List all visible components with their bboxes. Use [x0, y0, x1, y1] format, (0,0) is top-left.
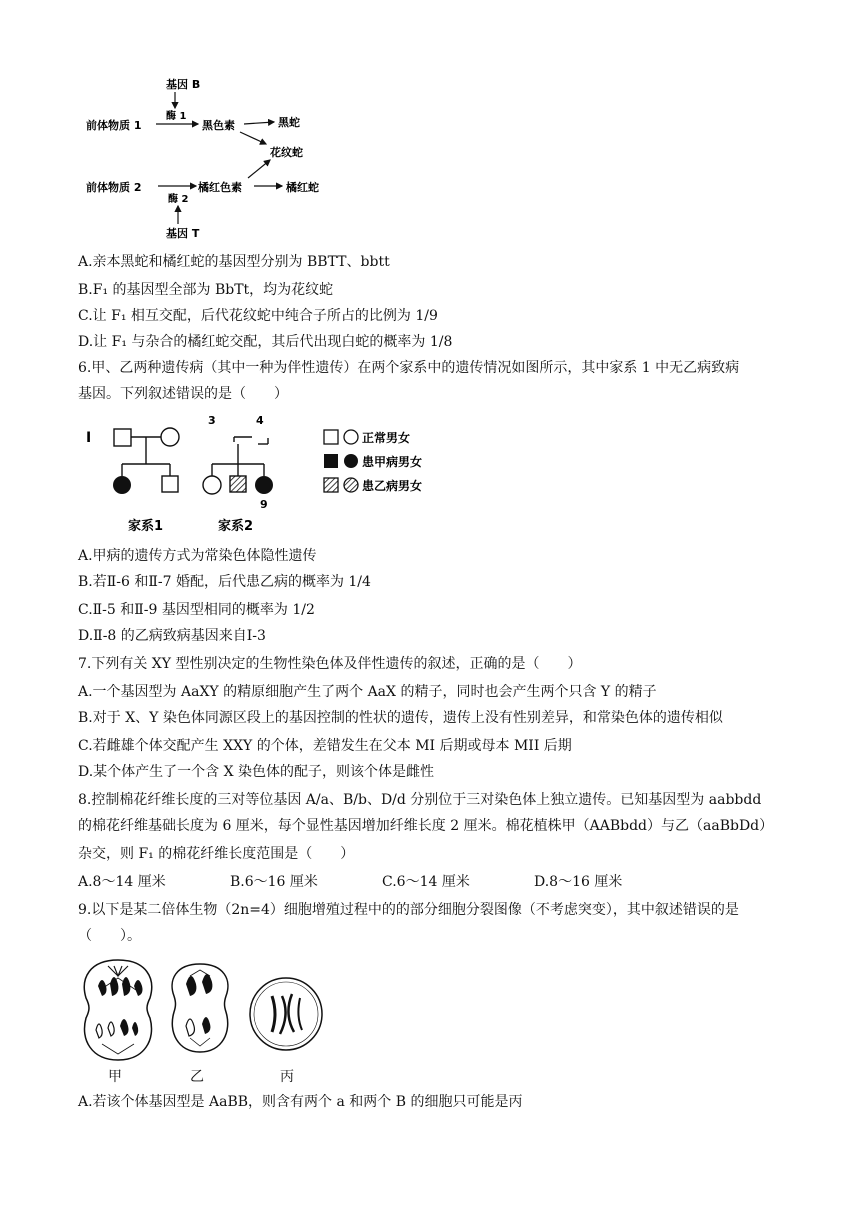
family1-father-symbol [114, 429, 131, 446]
cell-bing [250, 978, 322, 1050]
q8-option-c: C.6～14 厘米 [382, 874, 470, 890]
q9-stem-line2: （ ）。 [78, 928, 141, 944]
cell-yi [172, 964, 228, 1052]
q7-option-c: C.若雌雄个体交配产生 XXY 的个体，差错发生在父本 MI 后期或母本 MII 后期 [78, 738, 572, 754]
q6-option-a: A.甲病的遗传方式为常染色体隐性遗传 [78, 548, 317, 564]
q8-option-b: B.6～16 厘米 [230, 874, 318, 890]
family1-son-symbol [162, 476, 178, 492]
arrow-orange-pattern [248, 160, 270, 178]
family1-daughter-affected-a [113, 476, 131, 494]
q6-option-d: D.Ⅱ-8 的乙病致病基因来自Ⅰ-3 [78, 628, 266, 644]
q7-stem: 7.下列有关 XY 型性别决定的生物性染色体及伴性遗传的叙述，正确的是（ ） [78, 656, 582, 672]
pedigree-diagram [78, 412, 488, 538]
family2-label: 家系2 [218, 519, 254, 534]
black-snake-label: 黑蛇 [278, 116, 300, 129]
q8-stem-line3: 杂交，则 F₁ 的棉花纤维长度范围是（ ） [78, 846, 355, 862]
q8-option-a: A.8～14 厘米 [78, 874, 166, 890]
family1-mother-symbol [161, 428, 179, 446]
family2-num9: 9 [260, 498, 268, 511]
legend-b-male [324, 478, 338, 492]
q5-option-b: B.F₁ 的基因型全部为 BbTt，均为花纹蛇 [78, 282, 334, 298]
caption-jia: 甲 [108, 1069, 122, 1085]
legend-a-label: 患甲病男女 [362, 455, 423, 469]
family2-num3: 3 [208, 414, 216, 427]
q9-stem-line1: 9.以下是某二倍体生物（2n=4）细胞增殖过程中的的部分细胞分裂图像（不考虑突变），其中叙述错误的是 [78, 902, 739, 918]
generation-i-label: I [86, 430, 92, 446]
legend-a-male [324, 454, 338, 468]
gene-t-label: 基因 T [166, 227, 200, 240]
q5-option-d: D.让 F₁ 与杂合的橘红蛇交配，其后代出现白蛇的概率为 1/8 [78, 334, 453, 350]
pattern-snake-label: 花纹蛇 [270, 146, 303, 159]
family2-num4: 4 [256, 414, 264, 427]
arrow-black-snake [244, 122, 274, 124]
legend-a-female [344, 454, 358, 468]
gene-b-label: 基因 B [166, 78, 201, 91]
cell-division-figure [78, 956, 328, 1064]
black-pigment-label: 黑色素 [202, 119, 235, 132]
caption-yi: 乙 [190, 1069, 204, 1085]
arrow-black-pattern [240, 132, 266, 144]
family2-daughter-affected-a [255, 476, 273, 494]
pathway-diagram [78, 74, 368, 244]
enzyme1-label: 酶 1 [166, 111, 187, 122]
precursor2-label: 前体物质 2 [86, 181, 142, 194]
orange-pigment-label: 橘红色素 [198, 181, 242, 194]
q6-stem-line1: 6.甲、乙两种遗传病（其中一种为伴性遗传）在两个家系中的遗传情况如图所示，其中家系 1 中无乙病致病 [78, 360, 740, 376]
precursor1-label: 前体物质 1 [86, 119, 142, 132]
enzyme2-label: 酶 2 [168, 194, 189, 205]
q8-stem-line1: 8.控制棉花纤维长度的三对等位基因 A/a、B/b、D/d 分别位于三对染色体上独立遗传。已知基因型为 aabbdd [78, 792, 762, 808]
legend-normal-male [324, 430, 338, 444]
q6-option-c: C.Ⅱ-5 和Ⅱ-9 基因型相同的概率为 1/2 [78, 602, 315, 618]
q5-option-a: A.亲本黑蛇和橘红蛇的基因型分别为 BBTT、bbtt [78, 254, 390, 270]
family2-son-affected-b [230, 476, 246, 492]
family1-label: 家系1 [128, 519, 164, 534]
q6-stem-line2: 基因。下列叙述错误的是（ ） [78, 386, 288, 402]
q8-option-d: D.8～16 厘米 [534, 874, 623, 890]
cell-jia [84, 960, 151, 1060]
q7-option-d: D.某个体产生了一个含 X 染色体的配子，则该个体是雌性 [78, 764, 435, 780]
legend-b-female [344, 478, 358, 492]
q5-option-c: C.让 F₁ 相互交配，后代花纹蛇中纯合子所占的比例为 1/9 [78, 308, 438, 324]
q6-option-b: B.若Ⅱ-6 和Ⅱ-7 婚配，后代患乙病的概率为 1/4 [78, 574, 371, 590]
q9-option-a: A.若该个体基因型是 AaBB，则含有两个 a 和两个 B 的细胞只可能是丙 [78, 1094, 523, 1110]
caption-bing: 丙 [280, 1069, 294, 1085]
legend-normal-label: 正常男女 [362, 431, 411, 445]
orange-snake-label: 橘红蛇 [286, 181, 319, 194]
q8-stem-line2: 的棉花纤维基础长度为 6 厘米，每个显性基因增加纤维长度 2 厘米。棉花植株甲（AABbdd）与乙（aaBbDd） [78, 818, 774, 834]
legend-b-label: 患乙病男女 [362, 479, 423, 493]
legend-normal-female [344, 430, 358, 444]
family2-daughter-normal [203, 476, 221, 494]
q7-option-a: A.一个基因型为 AaXY 的精原细胞产生了两个 AaX 的精子，同时也会产生两个只含 Y 的精子 [78, 684, 657, 700]
q7-option-b: B.对于 X、Y 染色体同源区段上的基因控制的性状的遗传，遗传上没有性别差异，和常染色体的遗传相似 [78, 710, 723, 726]
